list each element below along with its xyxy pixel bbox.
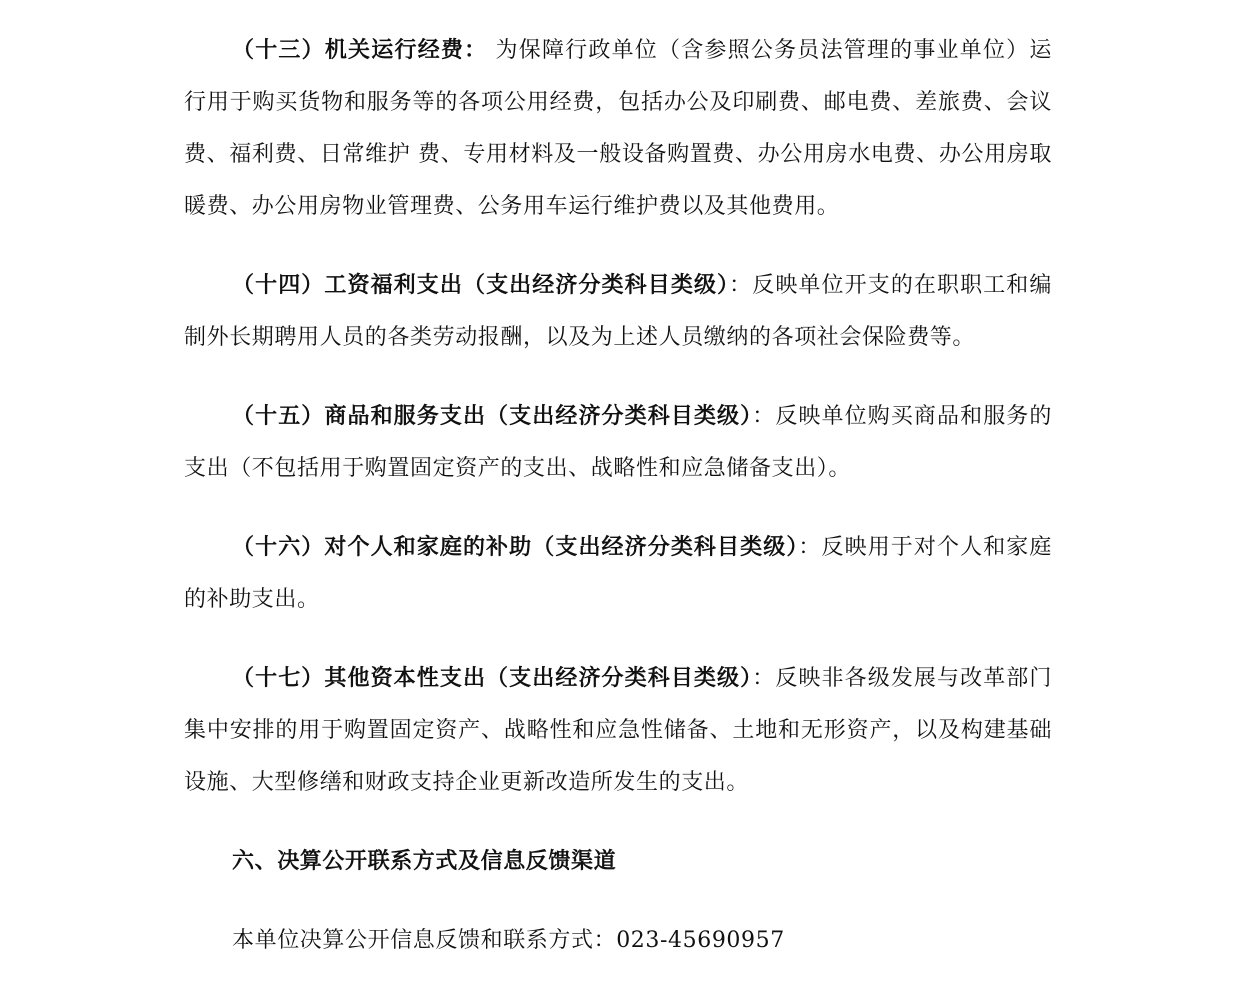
definition-text: 为保障行政单位（含参照公务员法管理的事业单位）运行用于购买货物和服务等的各项公用经费，包括办公及印刷费、邮电费、差旅费、会议费、福利费、日常维护 费、专用材料及一般设备购置费、办公用房水电费、办公用房取暖费、办公用房物业管理费、公务用车运行维护费以及其他费用。 xyxy=(184,38,1052,219)
definition-text: ：反映单位开支的在职职工和编制外长期聘用人员的各类劳动报酬，以及为上述人员缴纳的各项社会保险费等。 xyxy=(184,273,1053,350)
definition-term: （十六）对个人和家庭的补助（支出经济分类科目类级） xyxy=(232,535,799,560)
definition-item-13 xyxy=(184,25,1052,233)
definition-term: （十五）商品和服务支出（支出经济分类科目类级） xyxy=(232,404,753,429)
contact-line: 本单位决算公开信息反馈和联系方式：023-45690957 xyxy=(232,928,785,953)
definition-item-16 xyxy=(184,522,1052,626)
document-page xyxy=(184,25,1052,967)
section-heading: 六、决算公开联系方式及信息反馈渠道 xyxy=(232,849,617,874)
definition-item-14 xyxy=(184,260,1052,364)
definition-item-17 xyxy=(184,653,1052,809)
definition-text: ：反映非各级发展与改革部门集中安排的用于购置固定资产、战略性和应急性储备、土地和无形资产，以及构建基础设施、大型修缮和财政支持企业更新改造所发生的支出。 xyxy=(184,666,1052,795)
definition-term: （十三）机关运行经费： xyxy=(232,38,488,63)
definition-term: （十七）其他资本性支出（支出经济分类科目类级） xyxy=(232,666,753,691)
definition-text: ：反映单位购买商品和服务的支出（不包括用于购置固定资产的支出、战略性和应急储备支出）。 xyxy=(184,404,1052,481)
definition-term: （十四）工资福利支出（支出经济分类科目类级） xyxy=(232,273,730,298)
definition-item-15 xyxy=(184,391,1052,495)
definition-text: ：反映用于对个人和家庭的补助支出。 xyxy=(184,535,1052,612)
